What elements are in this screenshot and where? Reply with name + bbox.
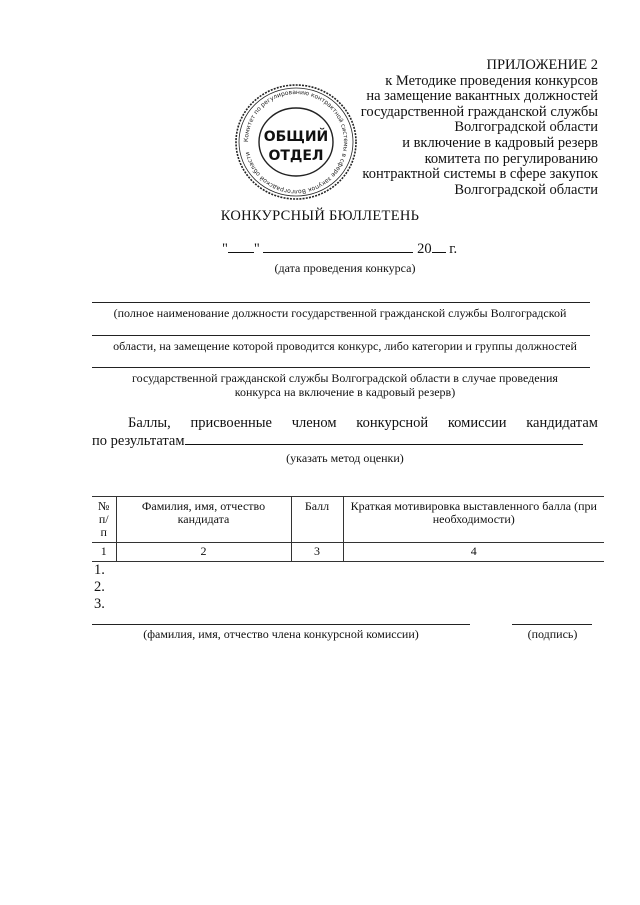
scores-line1: [92, 414, 598, 432]
column-number: 3: [291, 543, 343, 562]
appendix-line: к Методике проведения конкурсов: [385, 72, 598, 89]
year-suffix: г.: [449, 241, 458, 257]
stamp-text-line1: ОБЩИЙ: [263, 129, 329, 145]
year-blank: [432, 240, 446, 253]
list-item: 1.: [94, 562, 105, 578]
position-caption-line3: государственной гражданской службы Волгоградской области в случае проведения: [132, 371, 558, 385]
position-caption-line1: (полное наименование должности государственной гражданской службы Волгоградской: [113, 306, 567, 320]
appendix-line: ПРИЛОЖЕНИЕ 2: [486, 57, 598, 73]
scores-word: конкурсной: [356, 415, 429, 431]
scores-word: присвоенные: [190, 415, 272, 431]
column-number: 4: [343, 543, 604, 562]
signature-blank: [512, 624, 592, 625]
appendix-line: на замещение вакантных должностей: [366, 88, 598, 105]
member-name-caption: (фамилия, имя, отчество члена конкурсной комиссии): [143, 627, 419, 641]
appendix-line: Волгоградской области: [454, 181, 598, 198]
member-name-blank: [92, 624, 470, 625]
ballot-table: [92, 496, 604, 562]
stamp-text-line2: ОТДЕЛ: [268, 148, 324, 164]
month-blank: [263, 240, 413, 253]
scores-word: Баллы,: [128, 415, 171, 431]
column-number: 2: [116, 543, 291, 562]
date-open-quote: ": [222, 241, 228, 257]
ballot-title: КОНКУРСНЫЙ БЮЛЛЕТЕНЬ: [220, 208, 420, 224]
table-column-numbers-row: [92, 543, 604, 562]
stamp-ring-text: Комитет по регулированию контрактной системы в сфере закупок Волгоградской области: [242, 88, 350, 196]
date-caption: (дата проведения конкурса): [274, 261, 416, 275]
position-blank-1: [92, 302, 590, 303]
scores-word: кандидатам: [526, 415, 598, 431]
header-number: № п/п: [92, 497, 116, 543]
general-department-stamp: [232, 83, 360, 201]
position-blank-3: [92, 367, 590, 368]
list-item: 2.: [94, 579, 105, 595]
scores-word: членом: [291, 415, 337, 431]
appendix-line: и включение в кадровый резерв: [402, 134, 598, 151]
scores-line2: [92, 432, 598, 450]
scores-line2-prefix: по результатам: [92, 433, 185, 449]
appendix-line: контрактной системы в сфере закупок: [362, 166, 598, 183]
method-blank: [185, 432, 583, 445]
appendix-line: Волгоградской области: [454, 119, 598, 136]
scores-paragraph: [92, 414, 598, 450]
position-caption-line4: конкурса на включение в кадровый резерв): [234, 385, 456, 399]
appendix-line: комитета по регулированию: [424, 150, 598, 167]
header-score: Балл: [291, 497, 343, 543]
position-caption-line2: области, на замещение которой проводится конкурс, либо категории и группы должностей: [113, 339, 577, 353]
date-line: [222, 240, 457, 258]
scores-word: комиссии: [447, 415, 507, 431]
column-number: 1: [92, 543, 116, 562]
table-header-row: [92, 497, 604, 543]
list-item: 3.: [94, 596, 105, 612]
header-candidate-name: Фамилия, имя, отчество кандидата: [116, 497, 291, 543]
date-close-quote: ": [253, 241, 260, 257]
appendix-line: государственной гражданской службы: [360, 103, 598, 120]
appendix-header: [361, 58, 598, 198]
candidate-list: [94, 562, 105, 613]
header-motivation: Краткая мотивировка выставленного балла (при необходимости): [343, 497, 604, 543]
signature-caption: (подпись): [527, 627, 578, 641]
day-blank: [228, 240, 254, 253]
position-blank-2: [92, 335, 590, 336]
method-caption: (указать метод оценки): [286, 451, 404, 465]
year-prefix: 20: [417, 241, 432, 257]
